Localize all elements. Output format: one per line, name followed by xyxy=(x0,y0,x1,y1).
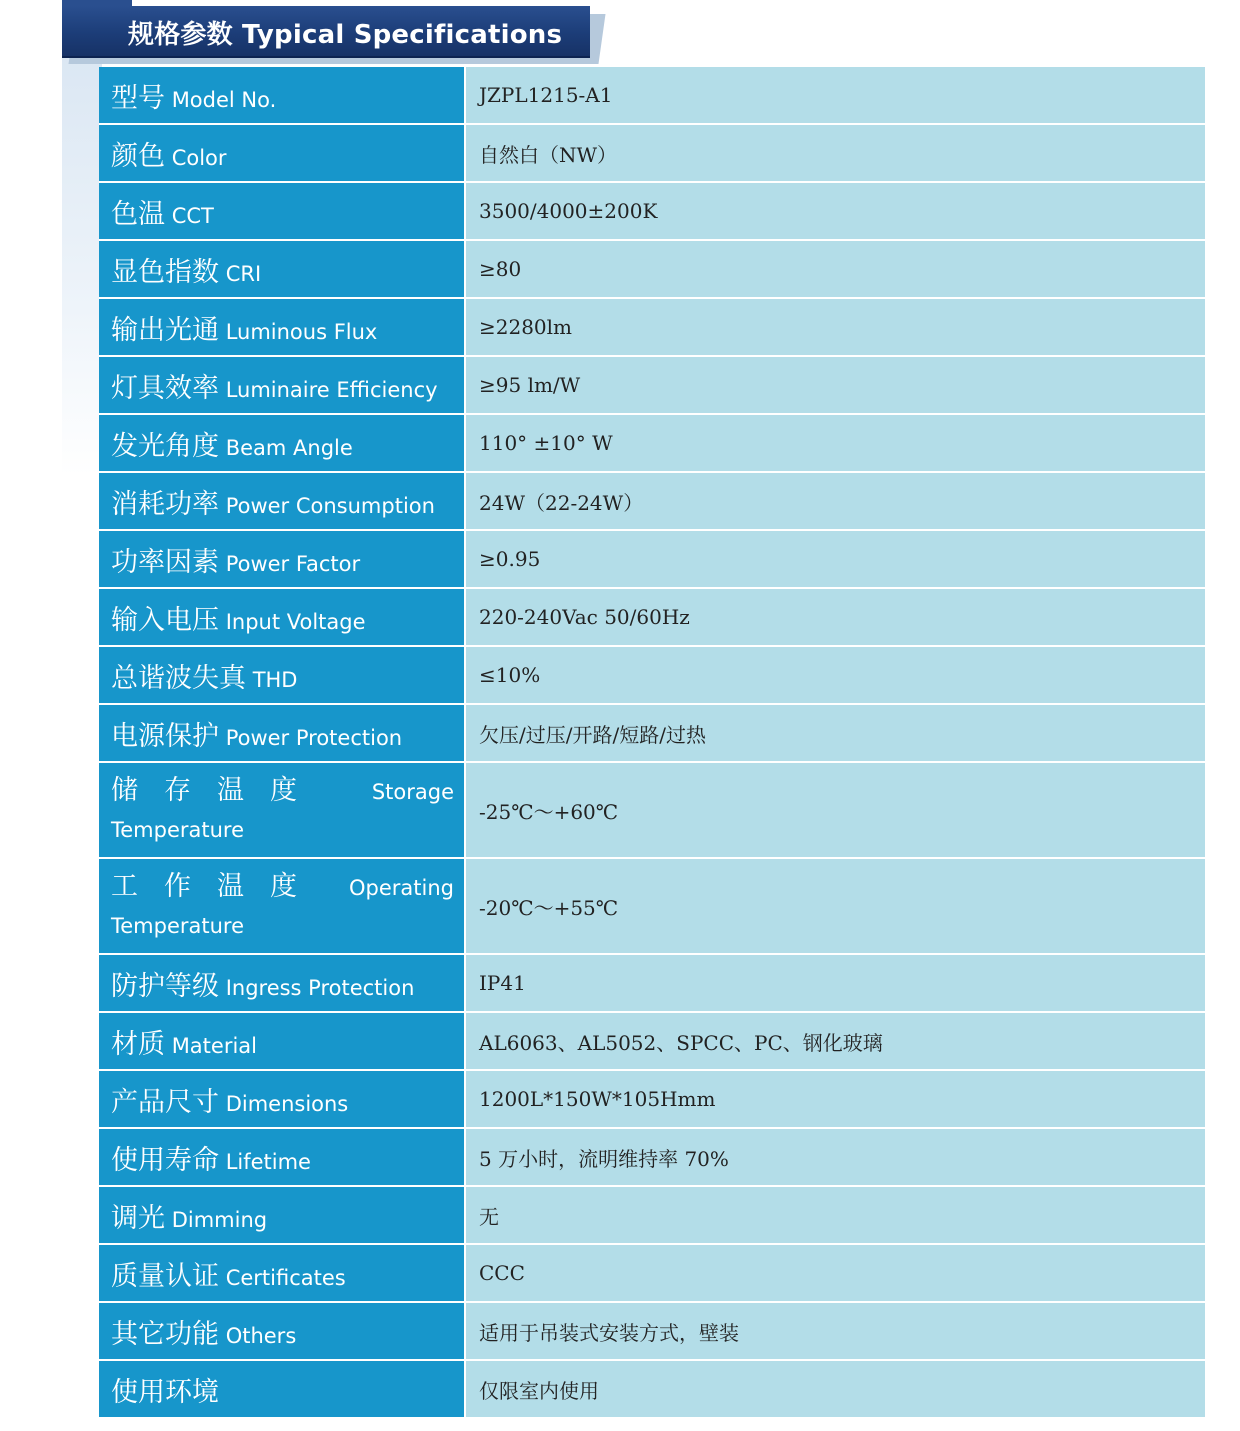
spec-value: ≥2280lm xyxy=(465,298,1205,356)
spec-row-efficiency xyxy=(99,356,1205,414)
spec-row-dimming xyxy=(99,1186,1205,1244)
spec-label-en: THD xyxy=(252,667,298,692)
spec-label xyxy=(99,1302,465,1360)
spec-label xyxy=(99,414,465,472)
spec-value: AL6063、AL5052、SPCC、PC、钢化玻璃 xyxy=(465,1012,1205,1070)
spec-label-en: Power Protection xyxy=(225,725,403,750)
spec-label-en: Certificates xyxy=(225,1265,346,1290)
spec-label-cn: 工作温度 xyxy=(111,870,323,902)
spec-value: ≥80 xyxy=(465,240,1205,298)
spec-label-en: Ingress Protection xyxy=(225,975,415,1000)
page-title: 规格参数 Typical Specifications xyxy=(128,20,563,50)
spec-label-cn: 颜色 xyxy=(111,140,165,172)
spec-label xyxy=(99,182,465,240)
spec-row-input-voltage xyxy=(99,588,1205,646)
spec-row-others xyxy=(99,1302,1205,1360)
spec-value: CCC xyxy=(465,1244,1205,1302)
spec-label xyxy=(99,1360,465,1418)
spec-label-cn: 防护等级 xyxy=(111,970,219,1002)
spec-label-en: Operating xyxy=(349,875,454,900)
spec-label xyxy=(99,1128,465,1186)
spec-label-cn: 调光 xyxy=(111,1202,165,1234)
spec-row-storage-temperature xyxy=(99,762,1205,858)
spec-row-lifetime xyxy=(99,1128,1205,1186)
spec-label-cn: 消耗功率 xyxy=(111,488,219,520)
spec-value: ≥95 lm/W xyxy=(465,356,1205,414)
spec-label-cn: 发光角度 xyxy=(111,430,219,462)
spec-row-beam-angle xyxy=(99,414,1205,472)
spec-value: -25℃～+60℃ xyxy=(465,762,1205,858)
spec-label-en: Others xyxy=(225,1323,297,1348)
spec-label-en: Color xyxy=(171,145,227,170)
spec-row-model xyxy=(99,67,1205,124)
spec-value: ≥0.95 xyxy=(465,530,1205,588)
spec-label xyxy=(99,356,465,414)
spec-row-power-consumption xyxy=(99,472,1205,530)
spec-label-cn: 材质 xyxy=(111,1028,165,1060)
spec-row-luminous-flux xyxy=(99,298,1205,356)
spec-value: 24W（22-24W） xyxy=(465,472,1205,530)
spec-value: 自然白（NW） xyxy=(465,124,1205,182)
spec-label-cn: 其它功能 xyxy=(111,1318,219,1350)
spec-row-material xyxy=(99,1012,1205,1070)
spec-label xyxy=(99,124,465,182)
spec-value: 欠压/过压/开路/短路/过热 xyxy=(465,704,1205,762)
spec-label-en: Luminous Flux xyxy=(225,319,378,344)
spec-label-cn: 显色指数 xyxy=(111,256,219,288)
spec-label-en-line2: Temperature xyxy=(111,817,245,842)
spec-label xyxy=(99,1186,465,1244)
spec-label xyxy=(99,1244,465,1302)
spec-value: 110° ±10° W xyxy=(465,414,1205,472)
spec-row-cri xyxy=(99,240,1205,298)
left-decoration xyxy=(62,56,102,476)
spec-value: 5 万小时，流明维持率 70% xyxy=(465,1128,1205,1186)
spec-label-en: Power Factor xyxy=(225,551,361,576)
specifications-table xyxy=(99,67,1205,1419)
spec-label-cn: 功率因素 xyxy=(111,546,219,578)
spec-label-en-line2: Temperature xyxy=(111,913,245,938)
spec-label-en: Input Voltage xyxy=(225,609,366,634)
spec-row-cct xyxy=(99,182,1205,240)
spec-label-en: Storage xyxy=(371,779,454,804)
spec-label-cn: 色温 xyxy=(111,198,165,230)
spec-row-power-protection xyxy=(99,704,1205,762)
spec-label-cn: 储存温度 xyxy=(111,774,323,806)
spec-label-cn: 输入电压 xyxy=(111,604,219,636)
spec-value: 3500/4000±200K xyxy=(465,182,1205,240)
spec-label-cn: 使用环境 xyxy=(111,1376,219,1408)
spec-value: 仅限室内使用 xyxy=(465,1360,1205,1418)
spec-row-color xyxy=(99,124,1205,182)
spec-label-en: CRI xyxy=(225,261,262,286)
spec-row-environment xyxy=(99,1360,1205,1418)
spec-label-en: Dimming xyxy=(171,1207,268,1232)
spec-value: JZPL1215-A1 xyxy=(465,67,1205,124)
spec-label-en: Beam Angle xyxy=(225,435,353,460)
spec-label xyxy=(99,472,465,530)
spec-value: 220-240Vac 50/60Hz xyxy=(465,588,1205,646)
spec-label-cn: 产品尺寸 xyxy=(111,1086,219,1118)
spec-row-dimensions xyxy=(99,1070,1205,1128)
spec-label xyxy=(99,762,465,858)
spec-value: -20℃～+55℃ xyxy=(465,858,1205,954)
spec-label-cn: 总谐波失真 xyxy=(111,662,246,694)
spec-row-power-factor xyxy=(99,530,1205,588)
spec-label xyxy=(99,240,465,298)
spec-value: IP41 xyxy=(465,954,1205,1012)
spec-label xyxy=(99,646,465,704)
spec-label xyxy=(99,67,465,124)
spec-label-en: Model No. xyxy=(171,87,277,112)
spec-label xyxy=(99,954,465,1012)
spec-label-cn: 使用寿命 xyxy=(111,1144,219,1176)
spec-value: 无 xyxy=(465,1186,1205,1244)
spec-value: ≤10% xyxy=(465,646,1205,704)
spec-label xyxy=(99,530,465,588)
spec-row-operating-temperature xyxy=(99,858,1205,954)
spec-label-en: Dimensions xyxy=(225,1091,349,1116)
spec-label xyxy=(99,588,465,646)
spec-label xyxy=(99,704,465,762)
spec-label xyxy=(99,1012,465,1070)
spec-label-cn: 型号 xyxy=(111,82,165,114)
spec-label-cn: 电源保护 xyxy=(111,720,219,752)
spec-label xyxy=(99,1070,465,1128)
spec-label-cn: 灯具效率 xyxy=(111,372,219,404)
spec-label-en: Material xyxy=(171,1033,257,1058)
spec-value: 1200L*150W*105Hmm xyxy=(465,1070,1205,1128)
spec-label-en: Lifetime xyxy=(225,1149,311,1174)
spec-label xyxy=(99,298,465,356)
spec-row-certificates xyxy=(99,1244,1205,1302)
spec-row-thd xyxy=(99,646,1205,704)
spec-label-cn: 质量认证 xyxy=(111,1260,219,1292)
spec-label xyxy=(99,858,465,954)
spec-label-cn: 输出光通 xyxy=(111,314,219,346)
spec-value: 适用于吊装式安装方式，壁装 xyxy=(465,1302,1205,1360)
spec-label-en: Luminaire Efficiency xyxy=(225,377,438,402)
spec-label-en: CCT xyxy=(171,203,214,228)
spec-label-en: Power Consumption xyxy=(225,493,435,518)
spec-row-ingress-protection xyxy=(99,954,1205,1012)
